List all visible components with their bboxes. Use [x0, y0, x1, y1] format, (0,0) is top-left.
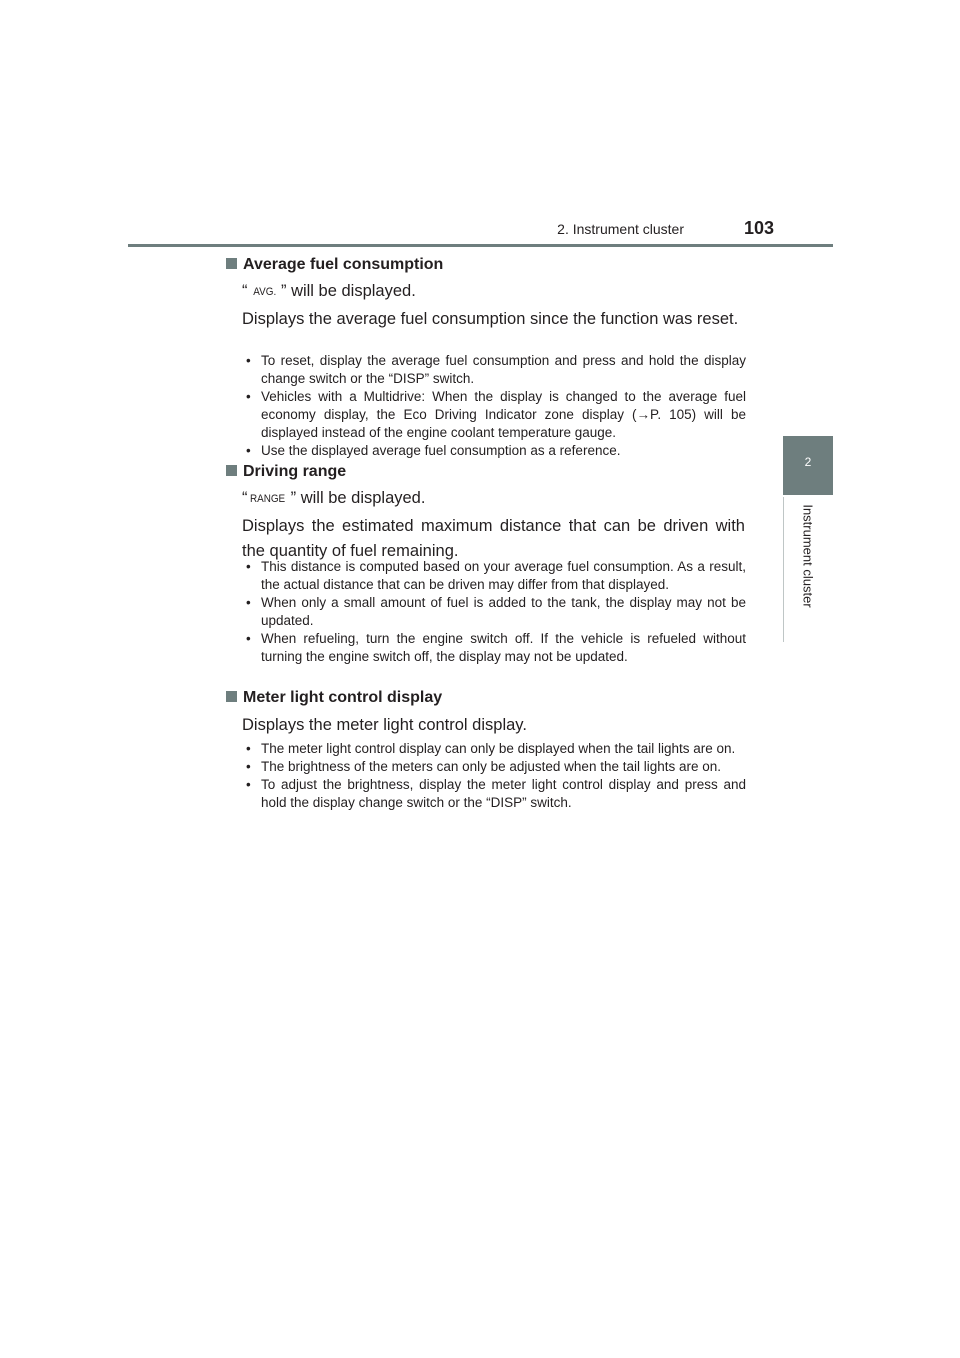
range-display-glyph: RANGE: [249, 493, 285, 505]
display-indicator-line: “ RANGE ” will be displayed.: [242, 489, 426, 507]
chapter-title: Instrument cluster: [800, 504, 816, 608]
bullet-list: [246, 558, 746, 666]
chapter-number: 2: [804, 455, 812, 469]
list-item: • When refueling, turn the engine switch off. If the vehicle is refueled without turning the engine switch off, the display may not be updated.: [246, 630, 746, 666]
list-item: • When only a small amount of fuel is added to the tank, the display may not be updated.: [246, 594, 746, 630]
bullet-list: [246, 740, 746, 812]
section-heading: Driving range: [226, 463, 346, 481]
section-description: Displays the average fuel consumption since the function was reset.: [242, 310, 739, 328]
display-indicator-line: “ AVG. ” will be displayed.: [242, 282, 416, 300]
page-number: 103: [743, 218, 774, 238]
section-description: Displays the estimated maximum distance that can be driven with the quantity of fuel remaining.: [242, 517, 745, 560]
list-item: • The meter light control display can only be displayed when the tail lights are on.: [246, 740, 746, 758]
list-item: • This distance is computed based on your average fuel consumption. As a result, the actual distance that can be driven may differ from that displayed.: [246, 558, 746, 594]
square-bullet-icon: [226, 691, 237, 702]
running-header-section: 2. Instrument cluster: [557, 221, 684, 237]
list-item: • To reset, display the average fuel consumption and press and hold the display change switch or the “DISP” switch.: [246, 352, 746, 388]
avg-display-glyph: AVG.: [252, 286, 276, 298]
square-bullet-icon: [226, 258, 237, 269]
section-heading: Average fuel consumption: [226, 256, 443, 274]
list-item: • To adjust the brightness, display the meter light control display and press and hold the display change switch or the “DISP” switch.: [246, 776, 746, 812]
list-item: • The brightness of the meters can only be adjusted when the tail lights are on.: [246, 758, 746, 776]
section-description: Displays the meter light control display.: [242, 716, 527, 734]
bullet-list: [246, 352, 746, 460]
square-bullet-icon: [226, 465, 237, 476]
section-heading: Meter light control display: [226, 689, 442, 707]
list-item: • Use the displayed average fuel consumption as a reference.: [246, 442, 746, 460]
list-item: • Vehicles with a Multidrive: When the display is changed to the average fuel economy display, the Eco Driving Indicator zone display (→P. 105) will be displayed instead of the engine coolant temperature gauge.: [246, 388, 746, 442]
chapter-tab: [783, 436, 833, 495]
header-divider: [128, 244, 833, 247]
